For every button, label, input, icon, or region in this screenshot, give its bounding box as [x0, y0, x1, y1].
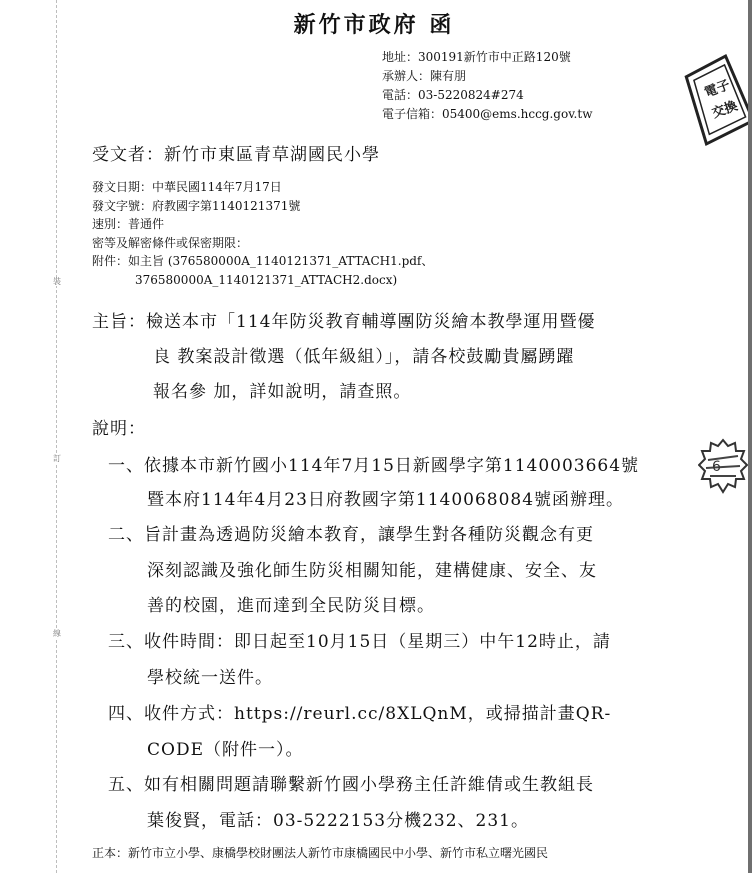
item-4-line-1: 四、收件方式：https://reurl.cc/8XLQnM，或掃描計畫QR-: [108, 704, 612, 724]
exchange-stamp: [674, 52, 748, 148]
meta-attachment-cont: 376580000A_1140121371_ATTACH2.docx): [135, 272, 398, 287]
item-1-line-2: 暨本府114年4月23日府教國字第1140068084號函辦理。: [147, 490, 625, 510]
svg-text:電子: 電子: [702, 77, 733, 101]
meta-speed: 速別：普通件: [92, 217, 165, 231]
item-3-line-2: 學校統一送件。: [147, 668, 273, 688]
contact-email: 電子信箱：05400@ems.hccg.gov.tw: [382, 107, 593, 121]
meta-security: 密等及解密條件或保密期限：: [92, 235, 249, 250]
item-2-line-2: 深刻認識及強化師生防災相關知能，建構健康、安全、友: [147, 561, 597, 581]
explanation-heading: 說明：: [92, 419, 146, 439]
contact-block: [382, 48, 592, 124]
contact-handler: 承辦人：陳有朋: [382, 69, 467, 83]
item-1-line-1: 一、依據本市新竹國小114年7月15日新國學字第1140003664號: [108, 456, 640, 476]
binding-mark-ding: 訂: [53, 454, 61, 463]
recipient: 受文者：新竹市東區青草湖國民小學: [92, 145, 380, 165]
contact-address: 地址：300191新竹市中正路120號: [382, 50, 571, 64]
item-3-line-1: 三、收件時間：即日起至10月15日（星期三）中午12時止，請: [108, 632, 611, 652]
item-5-line-1: 五、如有相關問題請聯繫新竹國小學務主任許維倩或生教組長: [108, 775, 594, 795]
meta-attachment: 附件：如主旨 (376580000A_1140121371_ATTACH1.pdf、: [92, 254, 434, 268]
scrollbar[interactable]: [748, 0, 752, 873]
binding-mark-zhuang: 裝: [53, 277, 61, 286]
seal-stamp: [698, 438, 748, 494]
subject-line-3: 報名參 加，詳如說明，請查照。: [153, 382, 412, 402]
document-meta: [92, 178, 433, 289]
seal-number: 6: [712, 459, 721, 475]
subject-line-2: 良 教案設計徵選（低年級組）」，請各校鼓勵貴屬踴躍: [153, 347, 575, 367]
contact-phone: 電話：03-5220824#274: [382, 88, 524, 102]
item-5-line-2: 葉俊賢，電話：03-5222153分機232、231。: [147, 811, 529, 831]
binding-mark-xian: 線: [53, 629, 61, 638]
item-2-line-3: 善的校園，進而達到全民防災目標。: [147, 596, 435, 616]
meta-date: 發文日期：中華民國114年7月17日: [92, 180, 282, 194]
cc-line: 正本：新竹市立小學、康橋學校財團法人新竹市康橋國民中小學、新竹市私立曙光國民: [92, 846, 549, 860]
subject-line-1: 主旨：檢送本市「114年防災教育輔導團防災繪本教學運用暨優: [92, 312, 596, 332]
item-2-line-1: 二、旨計畫為透過防災繪本教育，讓學生對各種防災觀念有更: [108, 525, 594, 545]
meta-number: 發文字號：府教國字第1140121371號: [92, 198, 301, 213]
svg-text:交換: 交換: [710, 98, 740, 122]
item-4-line-2: CODE（附件一）。: [147, 740, 304, 760]
binding-line: [56, 0, 57, 873]
document-title: 新竹市政府 函: [293, 12, 455, 38]
